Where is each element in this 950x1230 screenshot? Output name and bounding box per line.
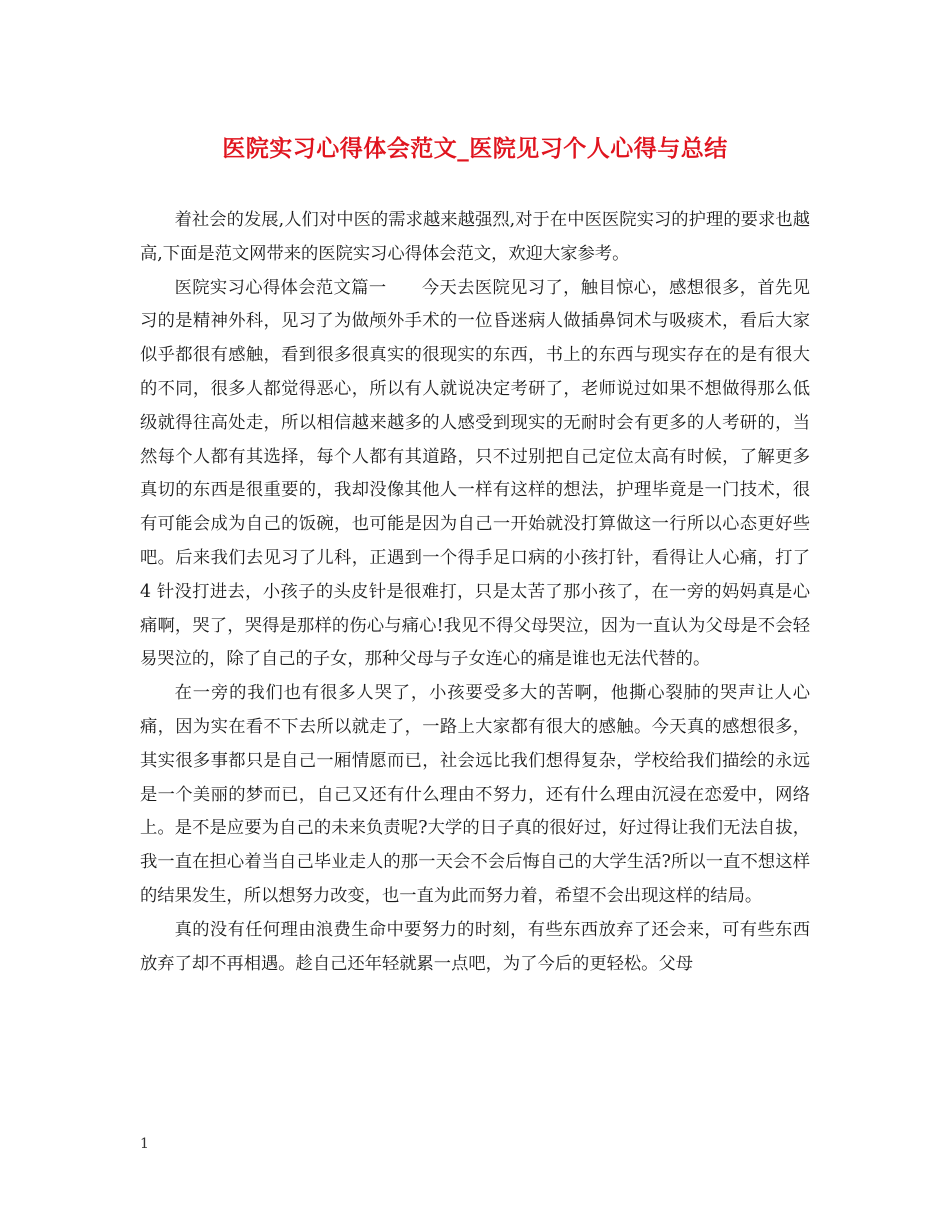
paragraph-essay-one: 医院实习心得体会范文篇一 今天去医院见习了，触目惊心，感想很多，首先见习的是精神外科，见习了为做颅外手术的一位昏迷病人做插鼻饲术与吸痰术，看后大家似乎都很有感触，看到很多很真实的很现实的东西，书上的东西与现实存在的是有很大的不同，很多人都觉得恶心，所以有人就说决定考研了，老师说过如果不想做得那么低级就得往高处走，所以相信越来越多的人感受到现实的无耐时会有更多的人考研的，当然每个人都有其选择，每个人都有其道路，只不过别把自己定位太高有时候，了解更多真切的东西是很重要的，我却没像其他人一样有这样的想法，护理毕竟是一门技术，很有可能会成为自己的饭碗，也可能是因为自己一开始就没打算做这一行所以心态更好些吧。后来我们去见习了儿科，正遇到一个得手足口病的小孩打针，看得让人心痛，打了 4 针没打进去，小孩子的头皮针是很难打，只是太苦了那小孩了，在一旁的妈妈真是心痛啊，哭了，哭得是那样的伤心与痛心!我见不得父母哭泣，因为一直认为父母是不会轻易哭泣的，除了自己的子女，那种父母与子女连心的痛是谁也无法代替的。: [140, 277, 810, 670]
paragraph-reflection: 在一旁的我们也有很多人哭了，小孩要受多大的苦啊，他撕心裂肺的哭声让人心痛，因为实在看不下去所以就走了，一路上大家都有很大的感触。今天真的感想很多，其实很多事都只是自己一厢情愿而已，社会远比我们想得复杂，学校给我们描绘的永远是一个美丽的梦而已，自己又还有什么理由不努力，还有什么理由沉浸在恋爱中，网络上。是不是应要为自己的未来负责呢?大学的日子真的很好过，好过得让我们无法自拔，我一直在担心着当自己毕业走人的那一天会不会后悔自己的大学生活?所以一直不想这样的结果发生，所以想努力改变，也一直为此而努力着，希望不会出现这样的结局。: [140, 683, 810, 906]
paragraph-conclusion: 真的没有任何理由浪费生命中要努力的时刻，有些东西放弃了还会来，可有些东西放弃了却不再相遇。趁自己还年轻就累一点吧，为了今后的更轻松。父母: [140, 919, 810, 974]
page-number: 1: [140, 1136, 149, 1152]
paragraph-intro: 着社会的发展,人们对中医的需求越来越强烈,对于在中医医院实习的护理的要求也越高,下面是范文网带来的医院实习心得体会范文，欢迎大家参考。: [140, 210, 810, 264]
document-body: [140, 204, 810, 981]
document-title: 医院实习心得体会范文_医院见习个人心得与总结: [222, 135, 728, 162]
